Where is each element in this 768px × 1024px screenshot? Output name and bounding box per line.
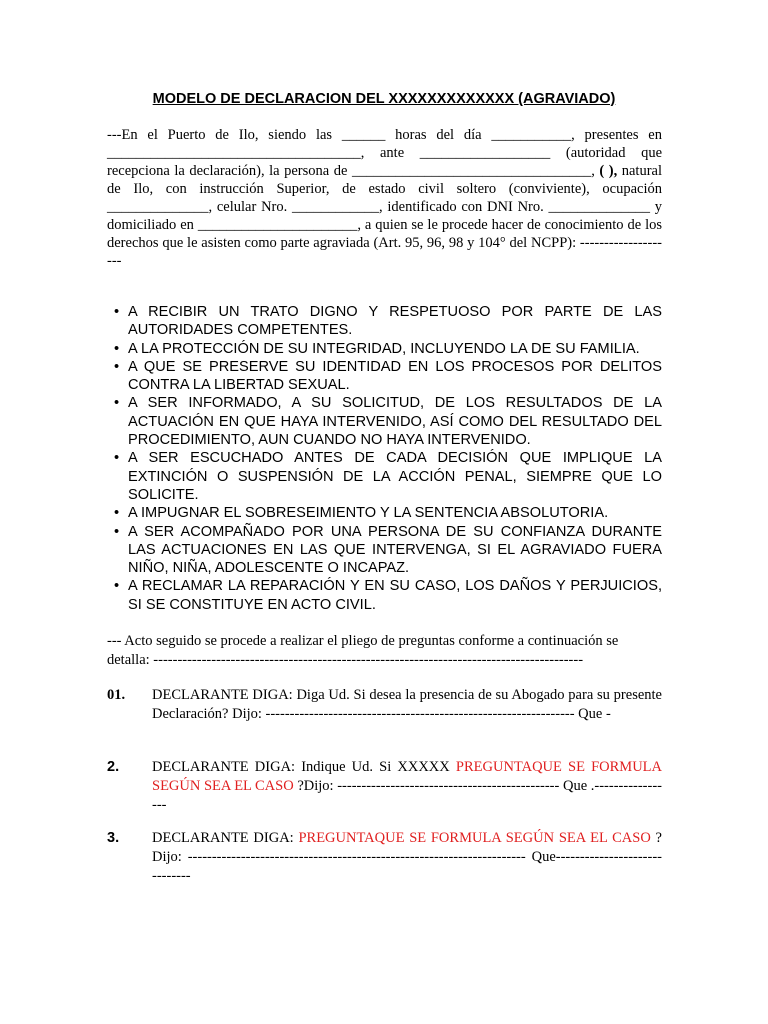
list-item: • A RECIBIR UN TRATO DIGNO Y RESPETUOSO POR PARTE DE LAS AUTORIDADES COMPETENTES. (112, 303, 662, 340)
list-item: • A LA PROTECCIÓN DE SU INTEGRIDAD, INCLUYENDO LA DE SU FAMILIA. (112, 340, 662, 358)
rights-list (112, 303, 662, 614)
intro-bold-parenthesis: ( ), (594, 163, 618, 179)
question-3 (107, 829, 662, 886)
intro-text-part1: ---En el Puerto de Ilo, siendo las ______ horas del día ___________, presentes en ___________________________________, ante __________________ (autoridad que recepciona la declaración), la persona de _________________________________, (107, 127, 662, 179)
question-number: 3. (107, 830, 120, 846)
question-highlight-red: PREGUNTAQUE SE FORMULA SEGÚN SEA EL CASO (298, 830, 651, 846)
question-body (152, 758, 662, 815)
list-item: • A QUE SE PRESERVE SU IDENTIDAD EN LOS PROCESOS POR DELITOS CONTRA LA LIBERTAD SEXUAL. (112, 358, 662, 395)
question-2 (107, 758, 662, 815)
question-text-tail: ?Dijo: ---------------------------------------------- Que .----------------- (152, 778, 662, 813)
list-item: • A SER ACOMPAÑADO POR UNA PERSONA DE SU CONFIANZA DURANTE LAS ACTUACIONES EN LAS QUE INTERVENGA, SI EL AGRAVIADO FUERA NIÑO, NIÑA, ADOLESCENTE O INCAPAZ. (112, 523, 662, 578)
list-item: • A SER INFORMADO, A SU SOLICITUD, DE LOS RESULTADOS DE LA ACTUACIÓN EN QUE HAYA INTERVENIDO, ASÍ COMO DEL RESULTADO DEL PROCEDIMIENTO, AUN CUANDO NO HAYA INTERVENIDO. (112, 394, 662, 449)
question-highlight-red: PREGUNTAQUE SE FORMULA SEGÚN SEA EL CASO (152, 759, 662, 794)
list-item: • A IMPUGNAR EL SOBRESEIMIENTO Y LA SENTENCIA ABSOLUTORIA. (112, 504, 662, 522)
list-item: • A SER ESCUCHADO ANTES DE CADA DECISIÓN QUE IMPLIQUE LA EXTINCIÓN O SUSPENSIÓN DE LA ACCIÓN PENAL, SIEMPRE QUE LO SOLICITE. (112, 449, 662, 504)
question-body (152, 686, 662, 724)
page-title: MODELO DE DECLARACION DEL XXXXXXXXXXXXX (AGRAVIADO) (152, 91, 616, 107)
question-text: DECLARANTE DIGA: Indique Ud. Si XXXXX (152, 759, 456, 775)
list-item: • A RECLAMAR LA REPARACIÓN Y EN SU CASO, LOS DAÑOS Y PERJUICIOS, SI SE CONSTITUYE EN ACTO CIVIL. (112, 577, 662, 614)
question-text: DECLARANTE DIGA: (152, 830, 299, 846)
question-number: 01. (107, 687, 126, 703)
intro-paragraph (107, 126, 662, 270)
question-body (152, 829, 662, 886)
question-number: 2. (107, 759, 120, 775)
intro-text-part2: natural de Ilo, con instrucción Superior, de estado civil soltero (conviviente), ocupación ______________, celular Nro. ____________, identificado con DNI Nro. ______________ y domiciliado en ______________________, a quien se le procede hacer de conocimiento de los derechos que le asisten como parte agraviada (Art. 95, 96, 98 y 104° del NCPP): -------------------- (107, 163, 662, 269)
act-paragraph: --- Acto seguido se procede a realizar el pliego de preguntas conforme a continuación se detalla: ----------------------------------------------------------------------------------------- (107, 633, 619, 668)
question-text: DECLARANTE DIGA: Diga Ud. Si desea la presencia de su Abogado para su presente Declaración? Dijo: ---------------------------------------------------------------- Que - (152, 687, 662, 722)
question-1 (107, 686, 662, 724)
question-text-tail: ? Dijo: ---------------------------------------------------------------------- Que------------------------------ (152, 830, 662, 884)
